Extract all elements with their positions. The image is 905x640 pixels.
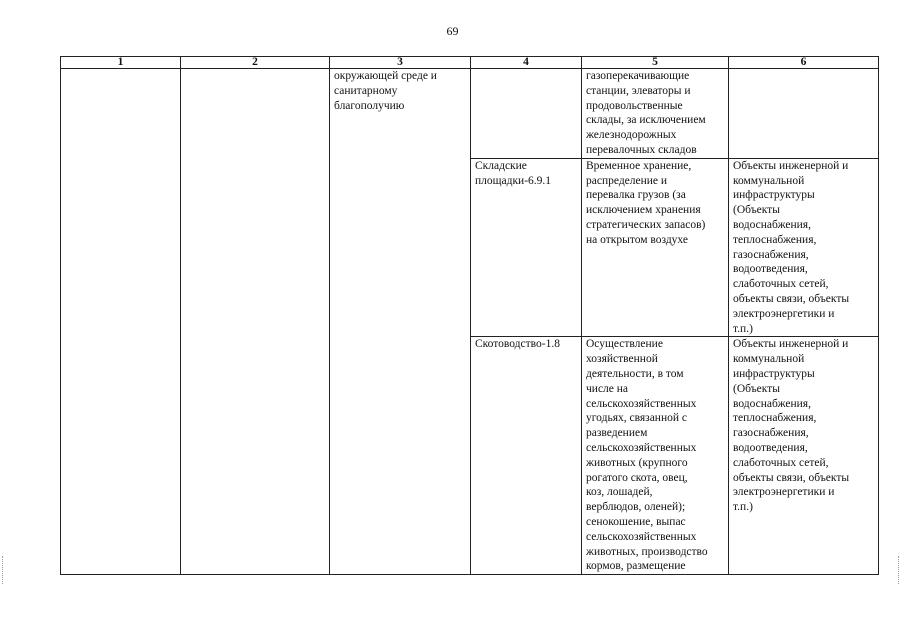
cell-text: Временное хранение, распределение и перевалка грузов (за исключением хранения стратегических запасов) на открытом воздухе [586,159,706,246]
cell-col6 [729,337,879,575]
cell-col4 [471,337,582,575]
column-header-1: 1 [61,57,181,69]
cell-col4 [471,69,582,159]
cell-text: газоперекачивающие станции, элеваторы и продовольственные склады, за исключением железнодорожных перевалочных складов [586,70,706,156]
cell-text: Объекты инженерной и коммунальной инфраструктуры (Объекты водоснабжения, теплоснабжения, газоснабжения, водоотведения, слаботочных сетей, объекты связи, объекты электроэнергетики и т.п.) [733,338,850,514]
cell-col6 [729,158,879,337]
column-header-4: 4 [471,57,582,69]
scan-edge-mark [898,556,902,584]
permitted-use-table [60,56,879,575]
cell-text: Складские площадки-6.9.1 [475,159,552,187]
page-number: 69 [446,24,459,38]
cell-col3 [330,69,471,575]
cell-col5 [582,337,729,575]
cell-text: Объекты инженерной и коммунальной инфраструктуры (Объекты водоснабжения, теплоснабжения, газоснабжения, водоотведения, слаботочных сетей, объекты связи, объекты электроэнергетики и т.п.) [733,159,850,335]
cell-col1 [61,69,181,575]
cell-col4 [471,158,582,337]
cell-col5 [582,158,729,337]
cell-col5 [582,69,729,159]
column-header-3: 3 [330,57,471,69]
cell-text: окружающей среде и санитарному благополучию [334,70,437,112]
column-header-2: 2 [181,57,330,69]
column-header-5: 5 [582,57,729,69]
table-header-row [61,57,879,69]
cell-text: Осуществление хозяйственной деятельности, в том числе на сельскохозяйственных угодьях, связанной с разведением сельскохозяйственных животных (крупного рогатого скота, овец, коз, лошадей, верблюдов, оленей); сенокошение, выпас сельскохозяйственных животных, производство кормов, размещение [586,338,708,573]
cell-text: Скотоводство-1.8 [475,338,560,351]
cell-col6 [729,69,879,159]
scan-edge-mark [2,556,6,584]
cell-col2 [181,69,330,575]
column-header-6: 6 [729,57,879,69]
table-row [61,69,879,159]
